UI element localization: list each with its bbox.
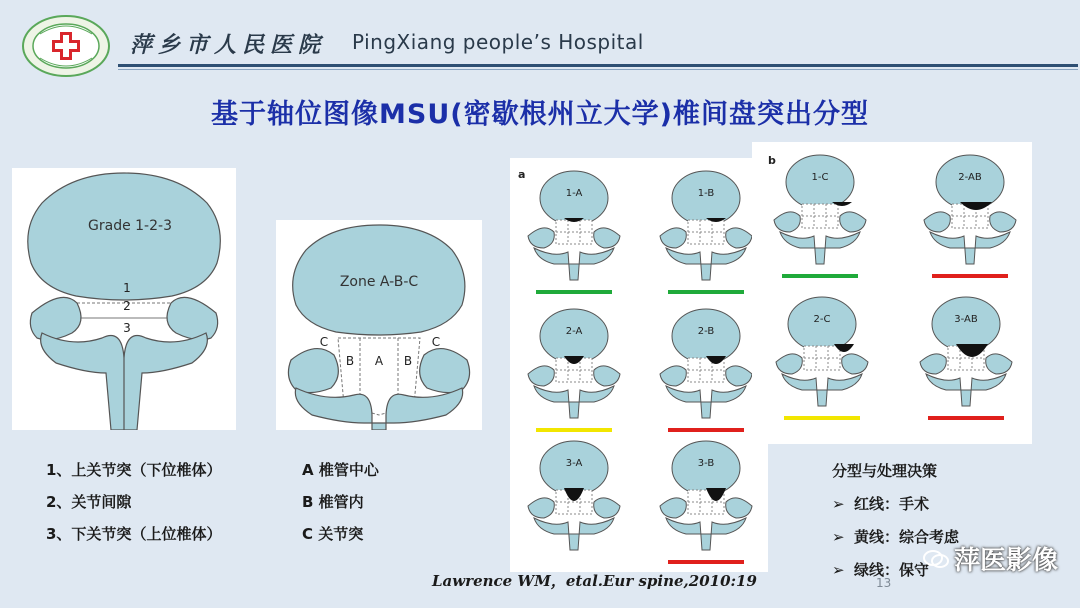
vertebra-a5 bbox=[660, 441, 752, 564]
arrow-bullet-icon: ➢ bbox=[832, 528, 845, 546]
vertebra-label-b3: 3-AB bbox=[954, 314, 978, 325]
legend-level-1: 1、上关节突（下位椎体） bbox=[46, 461, 222, 479]
grade-figure bbox=[12, 168, 236, 430]
vertebra-b1 bbox=[924, 155, 1016, 278]
wechat-icon bbox=[922, 548, 950, 570]
vertebra-label-a4: 3-A bbox=[565, 458, 583, 469]
decision-bar-green bbox=[668, 290, 744, 294]
decision-bar-green bbox=[536, 290, 612, 294]
legend-levels bbox=[46, 454, 221, 550]
zone-figure bbox=[276, 220, 482, 430]
legend-zone-a: A 椎管中心 bbox=[302, 461, 379, 479]
zone-label-b-right: B bbox=[403, 354, 413, 368]
legend-zone-c: C 关节突 bbox=[302, 525, 364, 543]
zone-label-c-left: C bbox=[319, 335, 329, 349]
watermark bbox=[922, 540, 1058, 577]
citation: Lawrence WM，etal.Eur spine,2010:19 bbox=[432, 572, 757, 590]
page-number: 13 bbox=[876, 576, 892, 590]
grade-level-1: 1 bbox=[123, 281, 131, 295]
decision-bar-red bbox=[668, 560, 744, 564]
zone-label-b-left: B bbox=[345, 354, 355, 368]
header-divider bbox=[118, 64, 1078, 67]
hospital-name-cn: 萍乡市人民医院 bbox=[130, 32, 327, 58]
arrow-bullet-icon: ➢ bbox=[832, 561, 845, 579]
zone-label-a: A bbox=[374, 354, 384, 368]
legend-level-3: 3、下关节突（上位椎体） bbox=[46, 525, 222, 543]
grade-level-3: 3 bbox=[123, 321, 131, 335]
vertebra-label-a2: 2-A bbox=[565, 326, 583, 337]
arrow-bullet-icon: ➢ bbox=[832, 495, 845, 513]
decision-item-red: ➢ 红线：手术 bbox=[832, 488, 959, 521]
watermark-text: 萍医影像 bbox=[954, 546, 1059, 576]
decision-bar-red bbox=[928, 416, 1004, 420]
decision-bar-yellow bbox=[536, 428, 612, 432]
vertebra-label-b2: 2-C bbox=[813, 314, 831, 325]
vertebra-a2 bbox=[528, 309, 620, 432]
decision-item-green: ➢ 绿线：保守 bbox=[832, 554, 959, 587]
decision-item-yellow: ➢ 黄线：综合考虑 bbox=[832, 521, 959, 554]
vertebra-label-b0: 1-C bbox=[811, 172, 829, 183]
decision-bar-yellow bbox=[784, 416, 860, 420]
vertebra-label-a1: 1-B bbox=[697, 188, 715, 199]
hospital-logo bbox=[20, 14, 112, 78]
legend-zones bbox=[302, 454, 379, 550]
decision-title: 分型与处理决策 bbox=[832, 462, 938, 480]
vertebra-label-a0: 1-A bbox=[565, 188, 583, 199]
panel-b-label: b bbox=[768, 154, 776, 167]
panel-a-label: a bbox=[518, 168, 526, 181]
zone-label-c-right: C bbox=[431, 335, 441, 349]
grade-disc-label: Grade 1-2-3 bbox=[88, 218, 172, 234]
legend-level-2: 2、关节间隙 bbox=[46, 493, 132, 511]
header-divider-thin bbox=[118, 69, 1078, 70]
vertebra-a0 bbox=[528, 171, 620, 294]
classification-panel-a bbox=[510, 158, 768, 572]
vertebra-a4 bbox=[528, 441, 620, 550]
vertebra-label-b1: 2-AB bbox=[958, 172, 982, 183]
decision-bar-green bbox=[782, 274, 858, 278]
decision-bar-red bbox=[932, 274, 1008, 278]
classification-panel-b bbox=[752, 142, 1032, 444]
zone-disc-label: Zone A-B-C bbox=[339, 274, 419, 290]
vertebra-label-a3: 2-B bbox=[697, 326, 715, 337]
decision-bar-red bbox=[668, 428, 744, 432]
vertebra-b3 bbox=[920, 297, 1012, 420]
vertebra-a3 bbox=[660, 309, 752, 432]
slide-title: 基于轴位图像MSU(密歇根州立大学)椎间盘突出分型 bbox=[211, 99, 869, 130]
grade-level-2: 2 bbox=[123, 299, 131, 313]
vertebra-b2 bbox=[776, 297, 868, 420]
vertebra-b0 bbox=[774, 155, 866, 278]
vertebra-a1 bbox=[660, 171, 752, 294]
hospital-name-en: PingXiang people’s Hospital bbox=[352, 30, 644, 54]
legend-zone-b: B 椎管内 bbox=[302, 493, 364, 511]
vertebra-label-a5: 3-B bbox=[697, 458, 715, 469]
